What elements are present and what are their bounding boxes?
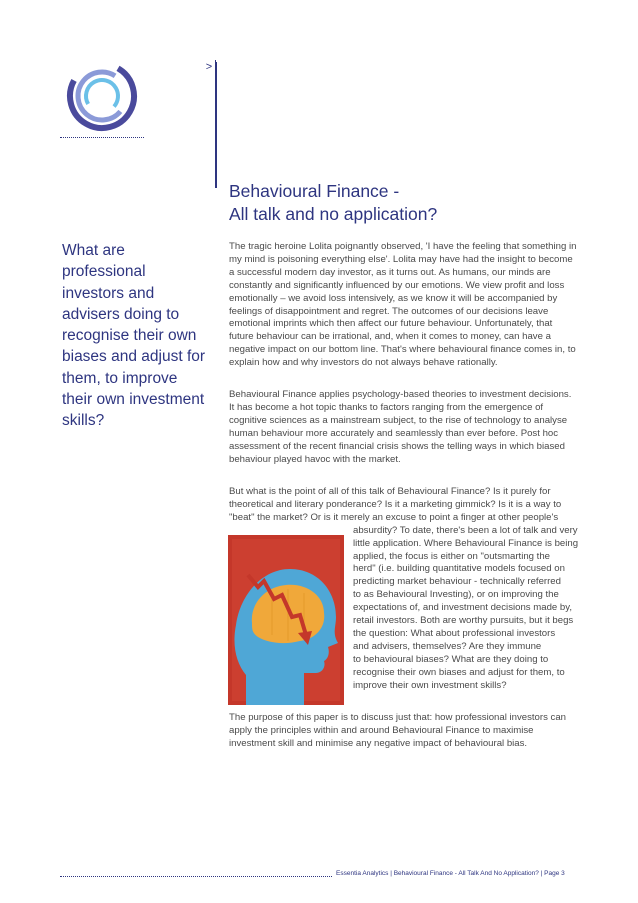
page-title [229, 180, 589, 226]
chevron-right-icon: > [203, 60, 216, 74]
vertical-rule [215, 62, 217, 188]
paragraph-definition: Behavioural Finance applies psychology-based theories to investment decisions. It has become a hot topic thanks to factors ranging from the emergence of cognitive sciences as a mainstream subject, to the rise of technology to analyse human behaviour more accurately and seamlessly than ever before. Post hoc assessment of the recent financial crisis shows the telling ways in which biased behaviour played havoc with the market. [229, 389, 572, 465]
title-line-1: Behavioural Finance - [229, 181, 400, 201]
text-line: and advisers, themselves? Are they immune [353, 640, 542, 652]
text-line: absurdity? To date, there's been a lot of talk and very [353, 524, 578, 536]
text-line: retail investors. Both are worthy pursuits, but it begs [353, 615, 574, 627]
text-line: recognise their own biases and adjust for them, to [353, 666, 565, 678]
text-line: to behavioural biases? What are they doing to [353, 653, 549, 665]
text-line: But what is the point of all of this talk of Behavioural Finance? Is it purely for [229, 486, 551, 497]
text-line: "beat" the market? Or is it merely an excuse to point a finger at other people's [229, 511, 559, 523]
text-line: to as Behavioural Investing), or on improving the [353, 589, 559, 601]
header-divider [60, 137, 144, 138]
pull-quote: What are professional investors and advisers doing to recognise their own biases and adjust for them, to improve their own investment skills? [62, 242, 206, 430]
title-line-2: All talk and no application? [229, 204, 438, 224]
text-line: applied, the focus is either on "outsmarting the [353, 550, 550, 562]
text-line: little application. Where Behavioural Finance is being [353, 537, 579, 549]
footer-divider [60, 876, 332, 877]
text-line: herd" (i.e. building quantitative models focused on [353, 563, 565, 575]
text-line: theoretical and literary ponderance? Is it a marketing gimmick? Is it is a way to [229, 498, 562, 510]
text-line: the question: What about professional investors [353, 627, 556, 639]
paragraph-purpose: The purpose of this paper is to discuss just that: how professional investors can apply the principles within and around Behavioural Finance to maximise investment skill and minimise any negative impact of behavioural bias. [229, 712, 567, 749]
head-brain-arrow-image [228, 535, 344, 705]
company-logo [64, 58, 140, 134]
head-illustration [228, 535, 344, 705]
text-line: predicting market behaviour - technically referred [353, 576, 561, 588]
text-line: expectations of, and investment decisions made by, [353, 602, 573, 614]
paragraph-intro: The tragic heroine Lolita poignantly observed, 'I have the feeling that something in my mind is poisoning everything else'. Lolita may have had the insight to become a successful modern day investor, as it turns out. As humans, our minds are constantly and significantly influenced by our emotions. We view profit and loss emotionally – we avoid loss intensively, as we know it will be accompanied by feelings of disappointment and regret. The outcomes of our decisions leave emotional imprints which then affect our future behaviour. Unfortunately, that future behaviour can be irrational, and, when it comes to money, can have a negative impact on our bottom line. That's where behavioural finance comes in, to explain how and why investors do not always behave rationally. [229, 241, 577, 369]
page-footer: Essentia Analytics | Behavioural Finance - All Talk And No Application? | Page 3 [336, 870, 565, 877]
text-line: improve their own investment skills? [353, 679, 507, 691]
